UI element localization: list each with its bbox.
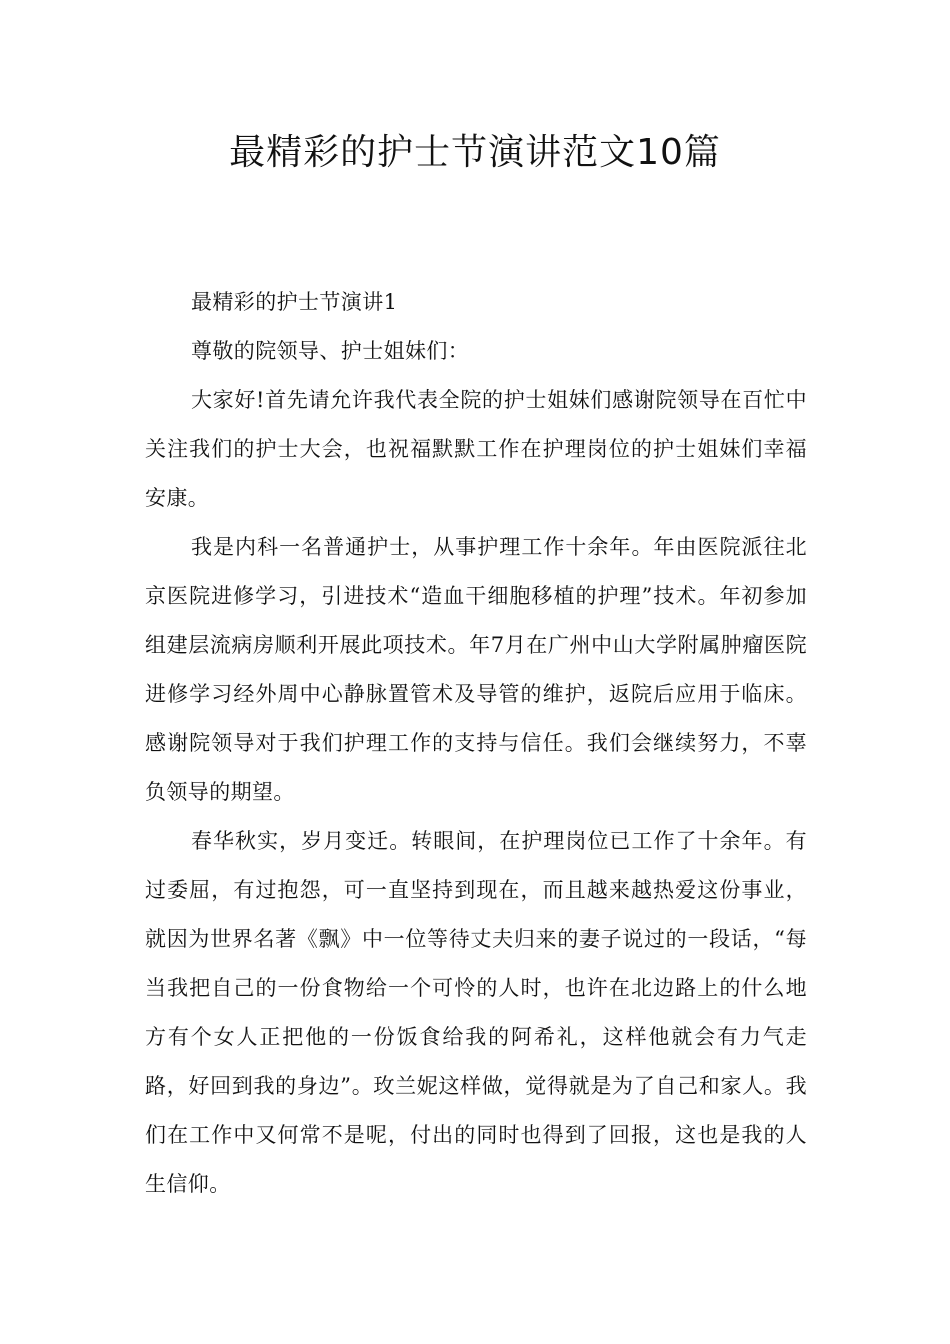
paragraph-heading: 最精彩的护士节演讲1 xyxy=(191,290,398,314)
paragraph-reflection: 春华秋实，岁月变迁。转眼间，在护理岗位已工作了十余年。有过委屈，有过抱怨，可一直坚持到现在，而且越来越热爱这份事业，就因为世界名著《飘》中一位等待丈夫归来的妻子说过的一段话，“每当我把自己的一份食物给一个可怜的人时，也许在北边路上的什么地方有个女人正把他的一份饭食给我的阿希礼，这样他就会有力气走路，好回到我的身边”。玫兰妮这样做，觉得就是为了自己和家人。我们在工作中又何常不是呢，付出的同时也得到了回报，这也是我的人生信仰。 xyxy=(145,829,807,1196)
paragraph-salutation: 尊敬的院领导、护士姐妹们： xyxy=(191,339,470,363)
paragraph-experience: 我是内科一名普通护士，从事护理工作十余年。年由医院派往北京医院进修学习，引进技术“造血干细胞移植的护理”技术。年初参加组建层流病房顺利开展此项技术。年7月在广州中山大学附属肿瘤医院进修学习经外周中心静脉置管术及导管的维护，返院后应用于临床。感谢院领导对于我们护理工作的支持与信任。我们会继续努力，不辜负领导的期望。 xyxy=(145,535,807,804)
paragraph-greeting: 大家好!首先请允许我代表全院的护士姐妹们感谢院领导在百忙中关注我们的护士大会，也祝福默默工作在护理岗位的护士姐妹们幸福安康。 xyxy=(145,388,807,510)
document-body xyxy=(145,278,807,1209)
document-title: 最精彩的护士节演讲范文10篇 xyxy=(229,132,721,173)
